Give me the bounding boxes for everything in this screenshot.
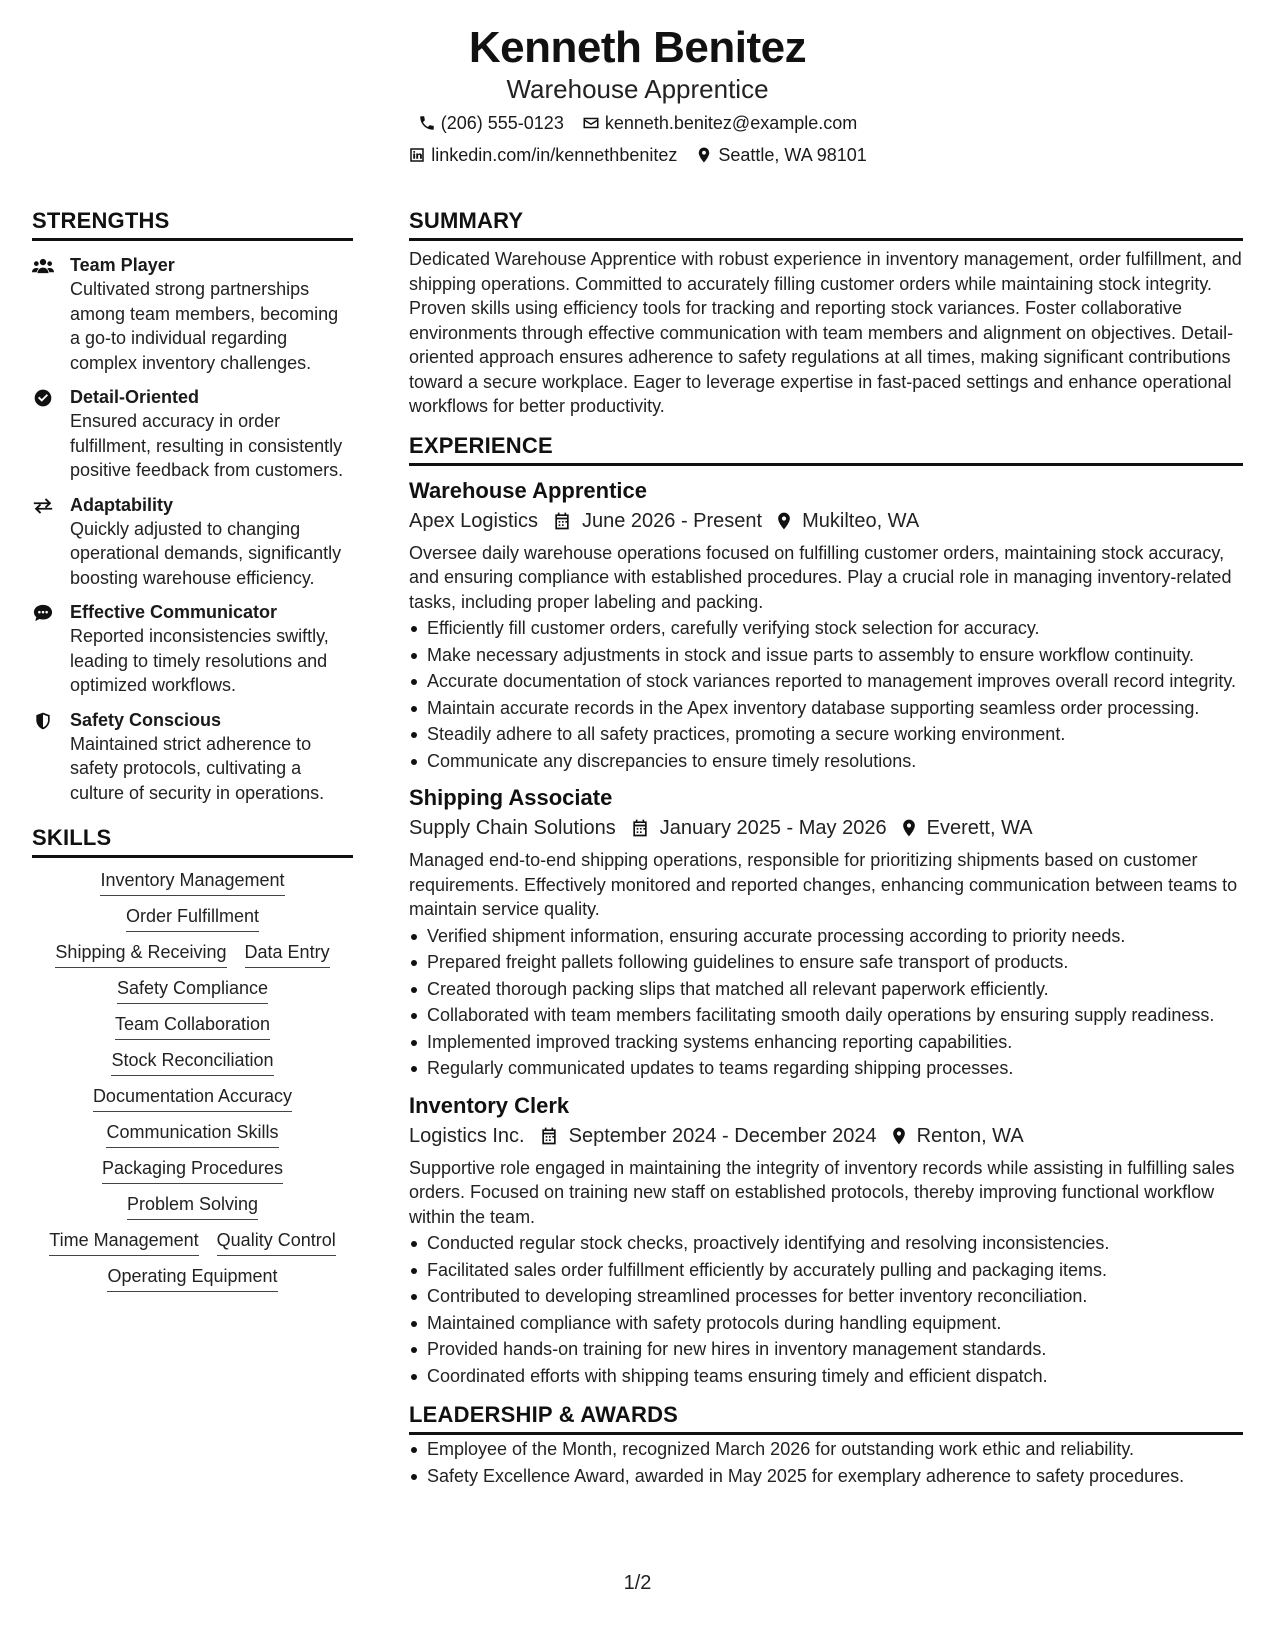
bullet-item: Facilitated sales order fulfillment efficiently by accurately pulling and packaging items. xyxy=(409,1258,1243,1283)
candidate-role: Warehouse Apprentice xyxy=(506,74,769,104)
skill-tag: Team Collaboration xyxy=(115,1012,270,1040)
bullet-item: Verified shipment information, ensuring accurate processing according to priority needs. xyxy=(409,924,1243,949)
strength-desc: Ensured accuracy in order fulfillment, resulting in consistently positive feedback from customers. xyxy=(70,411,344,480)
strength-item xyxy=(32,385,353,483)
bullet-item: Communicate any discrepancies to ensure timely resolutions. xyxy=(409,749,1243,774)
strength-desc: Cultivated strong partnerships among team members, becoming a go-to individual regarding complex inventory challenges. xyxy=(70,279,339,373)
linkedin-link[interactable]: linkedin.com/in/kennethbenitez xyxy=(431,145,678,165)
bullet-item: Maintain accurate records in the Apex inventory database supporting seamless order processing. xyxy=(409,696,1243,721)
resume-header xyxy=(0,22,1275,167)
strengths-list xyxy=(32,253,353,805)
award-item: Employee of the Month, recognized March 2026 for outstanding work ethic and reliability. xyxy=(409,1437,1243,1462)
arrows-exchange-icon xyxy=(32,496,54,516)
awards-heading: LEADERSHIP & AWARDS xyxy=(409,1400,1243,1435)
job-meta xyxy=(409,1122,1243,1150)
strength-title: Effective Communicator xyxy=(70,602,278,622)
strength-title: Team Player xyxy=(70,255,175,275)
strength-desc: Quickly adjusted to changing operational demands, significantly boosting warehouse efficiency. xyxy=(70,518,342,588)
job-entry xyxy=(409,1091,1243,1389)
job-location: Everett, WA xyxy=(926,817,1033,839)
job-location: Renton, WA xyxy=(916,1124,1024,1147)
award-item: Safety Excellence Award, awarded in May 2025 for exemplary adherence to safety procedures. xyxy=(409,1464,1243,1489)
job-bullets xyxy=(409,924,1243,1081)
skills-list xyxy=(32,868,353,1292)
job-description: Supportive role engaged in maintaining the integrity of inventory records while assisting in fulfilling sales orders. Focused on training new staff on established protocols, thereby improving functional workflow within the team. xyxy=(409,1157,1235,1227)
experience-heading: EXPERIENCE xyxy=(409,431,1243,466)
job-description: Managed end-to-end shipping operations, responsible for prioritizing shipments based on customer requirements. Effectively monitored and reported changes, enhancing communication between teams to maintain service quality. xyxy=(409,850,1238,919)
strength-desc: Maintained strict adherence to safety protocols, cultivating a culture of security in operations. xyxy=(70,733,325,803)
job-title: Warehouse Apprentice xyxy=(409,477,647,503)
contact-phone xyxy=(418,111,564,135)
speech-bubble-icon xyxy=(32,603,54,623)
map-pin-icon xyxy=(774,511,794,531)
bullet-item: Efficiently fill customer orders, carefully verifying stock selection for accuracy. xyxy=(409,616,1243,641)
job-entry xyxy=(409,476,1243,774)
calendar-icon xyxy=(539,1126,559,1146)
skill-tag: Packaging Procedures xyxy=(102,1156,283,1184)
strength-item xyxy=(32,493,353,591)
bullet-item: Steadily adhere to all safety practices, promoting a secure working environment. xyxy=(409,722,1243,747)
map-pin-icon xyxy=(899,818,919,838)
strength-title: Safety Conscious xyxy=(70,709,222,730)
job-dates: June 2026 - Present xyxy=(581,509,763,532)
skill-tag: Quality Control xyxy=(217,1228,336,1256)
job-bullets xyxy=(409,616,1243,773)
calendar-icon xyxy=(552,511,572,531)
job-meta xyxy=(409,507,1243,535)
bullet-item: Maintained compliance with safety protocols during handling equipment. xyxy=(409,1311,1243,1336)
strength-title: Adaptability xyxy=(70,494,174,515)
strength-item xyxy=(32,253,353,375)
job-company: Logistics Inc. xyxy=(409,1124,525,1147)
skill-tag: Inventory Management xyxy=(100,868,284,896)
check-circle-icon xyxy=(32,388,54,408)
skill-tag: Problem Solving xyxy=(127,1192,258,1220)
bullet-item: Provided hands-on training for new hires in inventory management standards. xyxy=(409,1337,1243,1362)
job-meta xyxy=(409,814,1243,842)
phone-text: (206) 555-0123 xyxy=(440,113,564,133)
envelope-icon xyxy=(582,114,600,132)
map-pin-icon xyxy=(695,146,713,164)
skill-tag: Documentation Accuracy xyxy=(93,1084,292,1112)
bullet-item: Make necessary adjustments in stock and issue parts to assembly to ensure workflow continuity. xyxy=(409,643,1243,668)
bullet-item: Created thorough packing slips that matched all relevant paperwork efficiently. xyxy=(409,977,1243,1002)
phone-icon xyxy=(418,114,436,132)
summary-heading: SUMMARY xyxy=(409,206,1243,241)
skill-tag: Safety Compliance xyxy=(117,976,268,1004)
email-link[interactable]: kenneth.benitez@example.com xyxy=(604,113,858,133)
job-description: Oversee daily warehouse operations focused on fulfilling customer orders, maintaining stock accuracy, and ensuring compliance with established procedures. Play a crucial role in managing inventory-related tasks, including proper labeling and packing. xyxy=(409,542,1232,612)
job-dates: September 2024 - December 2024 xyxy=(568,1124,877,1147)
bullet-item: Contributed to developing streamlined processes for better inventory reconciliation. xyxy=(409,1284,1243,1309)
skill-tag: Order Fulfillment xyxy=(126,904,259,932)
strength-item xyxy=(32,708,353,806)
skill-tag: Time Management xyxy=(49,1228,198,1256)
map-pin-icon xyxy=(889,1126,909,1146)
job-company: Apex Logistics xyxy=(409,509,538,532)
calendar-icon xyxy=(630,818,650,838)
users-icon xyxy=(32,256,54,276)
bullet-item: Implemented improved tracking systems enhancing reporting capabilities. xyxy=(409,1030,1243,1055)
contact-row-2 xyxy=(0,143,1275,167)
bullet-item: Regularly communicated updates to teams regarding shipping processes. xyxy=(409,1056,1243,1081)
skill-tag: Shipping & Receiving xyxy=(55,940,226,968)
strengths-heading: STRENGTHS xyxy=(32,206,353,241)
bullet-item: Conducted regular stock checks, proactively identifying and resolving inconsistencies. xyxy=(409,1231,1243,1256)
page-number: 1/2 xyxy=(623,1572,652,1594)
contact-row-1 xyxy=(0,111,1275,135)
job-entry xyxy=(409,783,1243,1081)
location-text: Seattle, WA 98101 xyxy=(718,145,867,165)
shield-icon xyxy=(32,711,54,731)
linkedin-icon xyxy=(408,146,426,164)
skill-tag: Communication Skills xyxy=(106,1120,278,1148)
job-title: Shipping Associate xyxy=(409,785,613,810)
bullet-item: Collaborated with team members facilitating smooth daily operations by ensuring supply readiness. xyxy=(409,1003,1243,1028)
strength-item xyxy=(32,600,353,698)
candidate-name: Kenneth Benitez xyxy=(468,23,807,72)
job-title: Inventory Clerk xyxy=(409,1092,570,1118)
job-company: Supply Chain Solutions xyxy=(409,817,616,839)
bullet-item: Accurate documentation of stock variances reported to management improves overall record integrity. xyxy=(409,669,1243,694)
right-column xyxy=(409,206,1243,1488)
left-column xyxy=(32,206,353,1292)
strength-desc: Reported inconsistencies swiftly, leading to timely resolutions and optimized workflows. xyxy=(70,626,329,695)
skill-tag: Operating Equipment xyxy=(107,1264,277,1292)
skill-tag: Data Entry xyxy=(245,940,330,968)
bullet-item: Coordinated efforts with shipping teams ensuring timely and efficient dispatch. xyxy=(409,1364,1243,1389)
job-dates: January 2025 - May 2026 xyxy=(659,817,887,839)
awards-list xyxy=(409,1437,1243,1488)
contact-linkedin[interactable] xyxy=(408,143,677,167)
bullet-item: Prepared freight pallets following guidelines to ensure safe transport of products. xyxy=(409,950,1243,975)
job-location: Mukilteo, WA xyxy=(802,509,920,532)
contact-location xyxy=(695,143,866,167)
skill-tag: Stock Reconciliation xyxy=(111,1048,273,1076)
summary-text: Dedicated Warehouse Apprentice with robust experience in inventory management, order fulfillment, and shipping operations. Committed to accurately filling customer orders while maintaining stock integrity. Proven skills using efficiency tools for tracking and reporting stock variances. Foster collaborative environments through effective communication with team members and alignment on objectives. Detail-oriented approach ensures adherence to safety regulations at all times, making significant contributions toward a secure workplace. Eager to leverage expertise in fast-paced settings and enhance operational workflows for better productivity. xyxy=(409,249,1242,416)
contact-email[interactable] xyxy=(582,111,857,135)
skills-heading: SKILLS xyxy=(32,823,353,858)
strength-title: Detail-Oriented xyxy=(70,387,200,407)
job-bullets xyxy=(409,1231,1243,1388)
